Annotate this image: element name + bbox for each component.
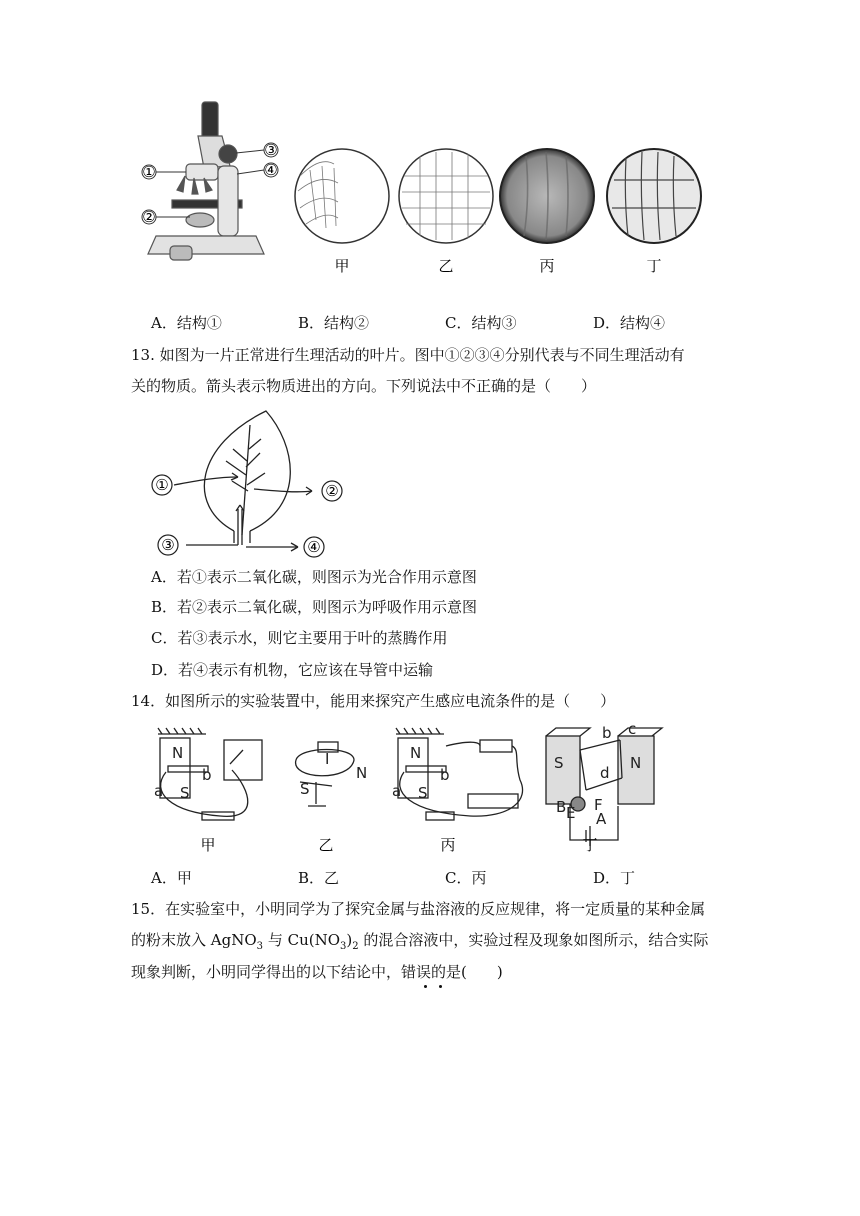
svg-text:d: d <box>600 764 610 782</box>
leaf-label-3: ③ <box>161 536 175 554</box>
q12-option-c: C．结构③ <box>445 314 517 332</box>
svg-text:b: b <box>440 766 450 784</box>
q15-stem-line1: 15．在实验室中，小明同学为了探究金属与盐溶液的反应规律，将一定质量的某种金属 <box>131 900 706 918</box>
view-yi <box>399 149 493 243</box>
view-bing <box>500 149 594 243</box>
q13-option-c: C．若③表示水，则它主要用于叶的蒸腾作用 <box>151 629 448 647</box>
svg-text:S: S <box>180 784 190 802</box>
q14-option-c: C．丙 <box>445 869 487 887</box>
formula-agno3 <box>210 931 264 952</box>
formula-cuno3-close: ) <box>346 931 353 949</box>
svg-text:N: N <box>172 744 184 762</box>
svg-text:F: F <box>594 796 603 814</box>
leaf-figure <box>146 405 356 561</box>
svg-text:N: N <box>410 744 422 762</box>
q15-line2-yu: 与 <box>267 931 283 949</box>
q14-option-b: B．乙 <box>298 869 340 887</box>
svg-text:a: a <box>154 782 164 800</box>
q13-stem-line2: 关的物质。箭头表示物质进出的方向。下列说法中不正确的是（ ） <box>131 377 597 395</box>
svg-text:c: c <box>628 720 637 738</box>
svg-text:a: a <box>392 782 402 800</box>
fig14-label-bing: 丙 <box>440 836 456 854</box>
svg-text:N: N <box>630 754 642 772</box>
view-label-bing: 丙 <box>539 257 555 275</box>
formula-cuno3 <box>287 931 359 952</box>
q15-stem-line3: 现象判断，小明同学得出的以下结论中，错误的是( ) <box>131 963 503 981</box>
q15-stem-line2 <box>131 930 708 957</box>
view-label-jia: 甲 <box>334 257 350 275</box>
svg-text:S: S <box>300 780 310 798</box>
micro-label-2: ② <box>142 208 156 226</box>
micro-label-4: ④ <box>264 161 278 179</box>
micro-label-1: ① <box>142 163 156 181</box>
formula-agno3-text: AgNO <box>210 931 257 949</box>
svg-text:B: B <box>556 798 567 816</box>
svg-text:N: N <box>356 764 368 782</box>
q12-option-b: B．结构② <box>298 314 370 332</box>
q14-stem: 14．如图所示的实验装置中，能用来探究产生感应电流条件的是（ ） <box>131 692 616 710</box>
view-ding <box>607 149 701 243</box>
emphasis-dot <box>439 985 442 988</box>
svg-text:b: b <box>602 724 612 742</box>
view-label-ding: 丁 <box>646 257 662 275</box>
q14-option-d: D．丁 <box>593 869 636 887</box>
fig14-label-ding: 丁 <box>582 836 598 854</box>
leaf-label-1: ① <box>155 476 169 494</box>
q13-option-d: D．若④表示有机物，它应该在导管中运输 <box>151 661 434 679</box>
view-jia <box>295 149 389 243</box>
q15-line2-prefix: 的粉末放入 <box>131 931 207 949</box>
formula-cuno3-sub: 3 <box>340 941 347 952</box>
q15-line2-suffix: 的混合溶液中，实验过程及现象如图所示，结合实际 <box>363 931 709 949</box>
svg-text:I: I <box>325 750 330 768</box>
svg-text:S: S <box>418 784 428 802</box>
formula-cuno3-sub2: 2 <box>352 941 359 952</box>
q12-option-a: A．结构① <box>151 314 222 332</box>
microscope-figure <box>130 96 720 286</box>
q13-option-b: B．若②表示二氧化碳，则图示为呼吸作用示意图 <box>151 598 478 616</box>
leaf-label-2: ② <box>325 482 339 500</box>
view-label-yi: 乙 <box>438 257 454 275</box>
fig14-label-yi: 乙 <box>318 836 334 854</box>
leaf-label-4: ④ <box>307 538 321 556</box>
svg-text:A: A <box>596 810 607 828</box>
microscope-drawing <box>148 102 264 260</box>
svg-text:E: E <box>566 804 576 822</box>
q13-option-a: A．若①表示二氧化碳，则图示为光合作用示意图 <box>151 568 477 586</box>
q14-option-a: A．甲 <box>151 869 192 887</box>
formula-agno3-sub: 3 <box>256 941 264 952</box>
q12-option-d: D．结构④ <box>593 314 666 332</box>
micro-label-3: ③ <box>264 141 278 159</box>
q13-stem-line1: 13. 如图为一片正常进行生理活动的叶片。图中①②③④分别代表与不同生理活动有 <box>131 346 685 364</box>
formula-cuno3-text: Cu(NO <box>287 931 341 949</box>
svg-text:b: b <box>202 766 212 784</box>
fig14-label-jia: 甲 <box>200 836 216 854</box>
svg-text:S: S <box>554 754 564 772</box>
emphasis-dot <box>424 985 427 988</box>
induction-figure <box>150 720 670 858</box>
